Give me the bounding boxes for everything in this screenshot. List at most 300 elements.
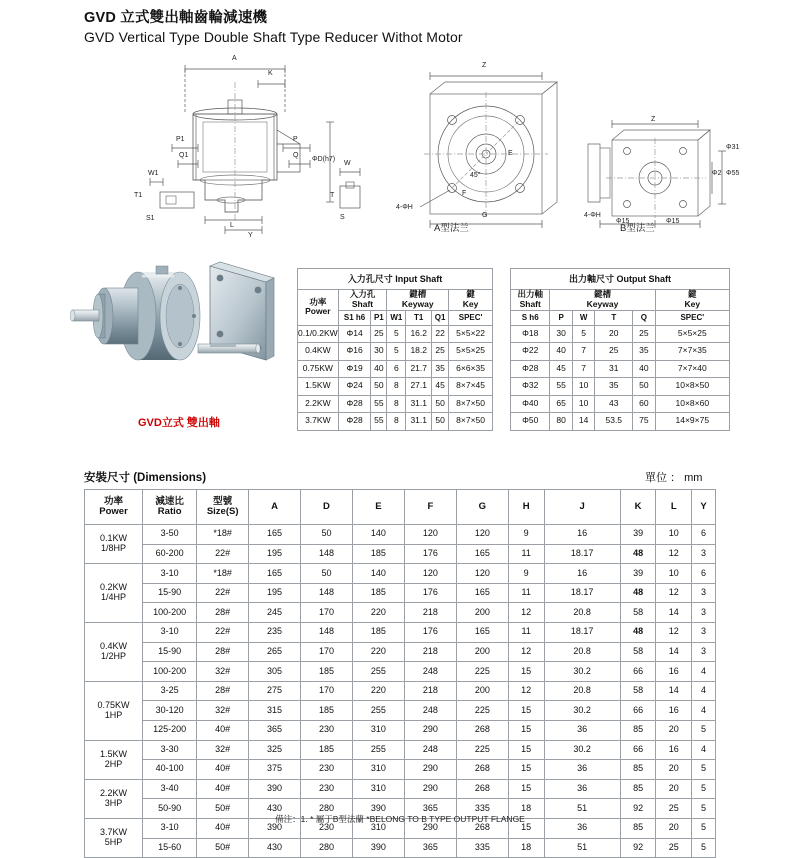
dim-row-size: 32# — [197, 740, 249, 760]
dim-row-ratio: 3-10 — [143, 564, 197, 584]
dim-col-power-cn: 功率 — [104, 495, 124, 507]
dim-row-cell: 290 — [404, 779, 456, 799]
dim-label-A: A — [232, 55, 237, 62]
input-key-cn: 鍵 — [466, 289, 475, 299]
dim-row-size: 40# — [197, 779, 249, 799]
table-row — [85, 701, 716, 721]
output-col-w: W — [572, 310, 595, 325]
dim-power-en: 5HP — [104, 837, 123, 847]
dim-row-cell: 14 — [656, 642, 692, 662]
dim-row-cell: 165 — [249, 525, 301, 545]
flange-a-caption: A型法兰 — [434, 223, 469, 234]
dim-row-cell: 15 — [508, 760, 544, 780]
dim-row-power — [85, 740, 143, 779]
dim-row-cell: 245 — [249, 603, 301, 623]
input-row-power: 3.7KW — [298, 413, 339, 431]
dim-row-cell: 200 — [456, 681, 508, 701]
dim-row-cell: 16 — [656, 740, 692, 760]
dim-row-cell: 176 — [404, 583, 456, 603]
dim-row-ratio: 3-25 — [143, 681, 197, 701]
dim-col-k: K — [620, 490, 656, 525]
dim-row-cell: 15 — [508, 701, 544, 721]
dim-row-cell: 120 — [456, 564, 508, 584]
table-row — [85, 662, 716, 682]
output-shaft-rows — [511, 325, 730, 430]
output-row-cell: 5 — [572, 325, 595, 343]
dim-row-power — [85, 622, 143, 681]
dim-row-cell: 36 — [544, 779, 620, 799]
output-shaft-en: Shaft — [519, 298, 541, 309]
dim-row-cell: 20 — [656, 720, 692, 740]
dim-row-cell: 165 — [249, 564, 301, 584]
dim-col-e: E — [352, 490, 404, 525]
dim-row-cell: 195 — [249, 583, 301, 603]
output-row-cell: 30 — [550, 325, 573, 343]
dim-row-cell: 255 — [352, 740, 404, 760]
dim-row-cell: 15 — [508, 662, 544, 682]
input-col-p1: P1 — [371, 310, 387, 325]
dim-row-ratio: 3-10 — [143, 622, 197, 642]
input-row-cell: 50 — [432, 395, 449, 413]
output-row-cell: 40 — [550, 343, 573, 361]
input-col-spec: SPEC' — [449, 310, 493, 325]
input-row-power: 0.75KW — [298, 360, 339, 378]
dim-row-cell: 275 — [249, 681, 301, 701]
table-row — [85, 583, 716, 603]
dim-label-T: T — [330, 192, 335, 199]
dim-row-cell: 11 — [508, 622, 544, 642]
dim-row-cell: 218 — [404, 681, 456, 701]
dim-row-cell: 5 — [692, 779, 716, 799]
dim-row-cell: 66 — [620, 701, 656, 721]
table-row — [511, 378, 730, 396]
table-row — [298, 325, 493, 343]
input-row-cell: 27.1 — [406, 378, 432, 396]
dim-row-ratio: 50-90 — [143, 799, 197, 819]
output-row-cell: 7 — [572, 360, 595, 378]
dim-label-4phiH-a: 4-ΦH — [396, 204, 413, 211]
dim-row-cell: 430 — [249, 799, 301, 819]
dim-row-cell: 3 — [692, 583, 716, 603]
dim-row-cell: 365 — [249, 720, 301, 740]
output-row-shaft: Φ40 — [511, 395, 550, 413]
dim-label-4phiH-b: 4-ΦH — [584, 212, 601, 219]
dim-row-cell: 4 — [692, 681, 716, 701]
dim-row-cell: 315 — [249, 701, 301, 721]
dimensions-body — [85, 525, 716, 858]
dim-row-cell: 15 — [508, 720, 544, 740]
dim-row-cell: 4 — [692, 740, 716, 760]
input-row-cell: 50 — [371, 378, 387, 396]
dim-row-cell: 3 — [692, 603, 716, 623]
dim-label-Q: Q — [293, 152, 299, 159]
dim-power-cn: 0.2KW — [100, 582, 128, 593]
dim-row-cell: 218 — [404, 603, 456, 623]
dim-row-cell: 335 — [456, 799, 508, 819]
dim-col-d: D — [301, 490, 353, 525]
dim-row-size: 32# — [197, 662, 249, 682]
dim-row-cell: 325 — [249, 740, 301, 760]
dim-row-cell: 85 — [620, 779, 656, 799]
dim-row-cell: 20.8 — [544, 603, 620, 623]
output-row-shaft: Φ32 — [511, 378, 550, 396]
dim-row-size: 50# — [197, 838, 249, 858]
output-row-cell: 10×8×50 — [655, 378, 729, 396]
dim-row-cell: 185 — [301, 740, 353, 760]
dim-row-cell: 12 — [508, 642, 544, 662]
input-col-q1: Q1 — [432, 310, 449, 325]
dim-power-en: 1/4HP — [101, 592, 127, 603]
output-key-cn: 鍵 — [688, 289, 697, 299]
input-row-cell: Φ19 — [338, 360, 371, 378]
dim-power-en: 1HP — [104, 709, 123, 720]
dim-row-cell: 12 — [508, 603, 544, 623]
input-power-cn: 功率 — [309, 296, 327, 307]
dim-row-cell: 170 — [301, 681, 353, 701]
output-row-shaft: Φ22 — [511, 343, 550, 361]
dim-row-cell: 58 — [620, 603, 656, 623]
dim-row-cell: 230 — [301, 720, 353, 740]
page-title-cn: GVD 立式雙出軸齒輪減速機 — [84, 10, 268, 26]
output-row-cell: 14×9×75 — [655, 413, 729, 431]
output-row-cell: 7 — [572, 343, 595, 361]
dim-label-phi31-b: Φ31 — [726, 144, 740, 151]
dim-label-L: L — [230, 222, 234, 229]
table-row — [85, 603, 716, 623]
dim-row-cell: 92 — [620, 838, 656, 858]
dim-label-F-a: F — [462, 190, 467, 197]
dim-row-cell: 375 — [249, 760, 301, 780]
dim-row-cell: 430 — [249, 838, 301, 858]
output-row-cell: 80 — [550, 413, 573, 431]
dim-row-cell: 200 — [456, 642, 508, 662]
dim-row-cell: 20 — [656, 779, 692, 799]
input-row-cell: 6 — [387, 360, 406, 378]
dim-row-cell: 58 — [620, 681, 656, 701]
dim-row-cell: 18.17 — [544, 583, 620, 603]
dimensions-title: 安裝尺寸 (Dimensions) — [84, 472, 207, 484]
input-row-cell: 16.2 — [406, 325, 432, 343]
dim-power-cn: 2.2KW — [100, 787, 128, 798]
output-shaft-table — [510, 268, 730, 431]
dim-row-cell: 268 — [456, 779, 508, 799]
table-row — [85, 564, 716, 584]
dim-row-cell: 120 — [456, 525, 508, 545]
table-row — [298, 378, 493, 396]
dim-row-cell: 25 — [656, 799, 692, 819]
output-row-cell: 53.5 — [595, 413, 633, 431]
dim-row-cell: 16 — [544, 564, 620, 584]
dim-row-cell: 5 — [692, 720, 716, 740]
input-row-power: 2.2KW — [298, 395, 339, 413]
dim-label-S1: S1 — [146, 215, 155, 222]
dim-col-y: Y — [692, 490, 716, 525]
dim-label-K: K — [268, 70, 273, 77]
dim-label-45deg: 45° — [470, 172, 481, 179]
input-row-cell: Φ14 — [338, 325, 371, 343]
dim-col-power-en: Power — [99, 506, 128, 517]
dim-row-cell: 230 — [301, 818, 353, 838]
dim-row-size: *18# — [197, 564, 249, 584]
dim-label-G-a: G — [482, 212, 488, 219]
dim-row-cell: 66 — [620, 662, 656, 682]
dim-power-cn: 0.1KW — [100, 533, 128, 544]
dim-label-T1: T1 — [134, 192, 143, 199]
dim-row-cell: 365 — [404, 838, 456, 858]
input-row-cell: 25 — [371, 325, 387, 343]
dim-row-size: 50# — [197, 799, 249, 819]
dim-row-cell: 390 — [249, 779, 301, 799]
input-row-cell: 50 — [432, 413, 449, 431]
output-row-cell: 43 — [595, 395, 633, 413]
dim-row-size: 28# — [197, 642, 249, 662]
dim-row-ratio: 3-10 — [143, 818, 197, 838]
dim-row-cell: 15 — [508, 740, 544, 760]
input-row-power: 0.4KW — [298, 343, 339, 361]
dim-row-ratio: 60-200 — [143, 544, 197, 564]
dim-row-ratio: 125-200 — [143, 720, 197, 740]
dim-label-E-a: E — [508, 150, 513, 157]
input-row-cell: Φ16 — [338, 343, 371, 361]
input-keyway-cn: 鍵槽 — [409, 289, 427, 299]
dim-row-cell: 51 — [544, 799, 620, 819]
dim-row-cell: 85 — [620, 720, 656, 740]
input-row-cell: 25 — [432, 343, 449, 361]
dim-row-power — [85, 564, 143, 623]
dim-row-cell: 230 — [301, 760, 353, 780]
input-row-cell: Φ28 — [338, 413, 371, 431]
output-col-spec: SPEC' — [655, 310, 729, 325]
dim-col-a: A — [249, 490, 301, 525]
output-row-shaft: Φ18 — [511, 325, 550, 343]
dim-label-P: P — [293, 136, 298, 143]
dim-row-size: 28# — [197, 681, 249, 701]
output-keyway-en: Keyway — [586, 298, 619, 309]
output-key-en: Key — [684, 298, 701, 309]
dim-row-cell: 195 — [249, 544, 301, 564]
dim-col-f: F — [404, 490, 456, 525]
dim-row-cell: 11 — [508, 544, 544, 564]
dim-row-ratio: 30-120 — [143, 701, 197, 721]
dim-row-cell: 170 — [301, 642, 353, 662]
dim-row-cell: 185 — [301, 701, 353, 721]
dim-row-ratio: 100-200 — [143, 662, 197, 682]
dim-row-cell: 4 — [692, 662, 716, 682]
dim-row-cell: 20.8 — [544, 642, 620, 662]
dim-col-ratio-cn: 減速比 — [155, 495, 184, 507]
dim-row-cell: 12 — [656, 622, 692, 642]
dim-row-cell: 220 — [352, 642, 404, 662]
product-photo — [70, 244, 280, 434]
dim-row-ratio: 3-50 — [143, 525, 197, 545]
input-row-cell: 8 — [387, 378, 406, 396]
table-row — [85, 779, 716, 799]
dim-row-size: 28# — [197, 603, 249, 623]
dim-row-cell: 185 — [301, 662, 353, 682]
table-row — [85, 681, 716, 701]
input-row-cell: Φ24 — [338, 378, 371, 396]
output-col-q: Q — [633, 310, 656, 325]
input-row-cell: 31.1 — [406, 395, 432, 413]
input-row-cell: 8 — [387, 413, 406, 431]
table-row — [298, 360, 493, 378]
input-keyway-en: Keyway — [401, 298, 434, 309]
output-row-cell: 7×7×35 — [655, 343, 729, 361]
dim-row-cell: 218 — [404, 642, 456, 662]
dim-label-Z-a: Z — [482, 62, 487, 69]
output-keyway-cn: 鍵槽 — [594, 289, 612, 299]
dim-power-cn: 0.4KW — [100, 640, 128, 651]
dim-row-cell: 14 — [656, 681, 692, 701]
dim-row-cell: 18.17 — [544, 544, 620, 564]
dim-row-cell: 390 — [249, 818, 301, 838]
dim-label-phi15a-b: Φ15 — [616, 218, 630, 225]
table-row — [85, 525, 716, 545]
output-row-cell: 75 — [633, 413, 656, 431]
dim-label-S: S — [340, 214, 345, 221]
dim-row-cell: 176 — [404, 544, 456, 564]
dim-row-cell: 165 — [456, 583, 508, 603]
dim-row-cell: 185 — [352, 544, 404, 564]
dim-row-cell: 6 — [692, 564, 716, 584]
dim-row-cell: 11 — [508, 583, 544, 603]
table-row — [85, 760, 716, 780]
dim-row-cell: 255 — [352, 662, 404, 682]
dim-row-cell: 50 — [301, 564, 353, 584]
dim-row-cell: 20 — [656, 818, 692, 838]
dim-row-cell: 85 — [620, 818, 656, 838]
dim-row-cell: 365 — [404, 799, 456, 819]
input-col-s1: S1 h6 — [338, 310, 371, 325]
dim-power-en: 1/2HP — [101, 650, 127, 661]
dim-row-cell: 85 — [620, 760, 656, 780]
dim-row-cell: 18.17 — [544, 622, 620, 642]
dim-row-cell: 200 — [456, 603, 508, 623]
dim-row-cell: 185 — [352, 583, 404, 603]
output-shaft-title: 出力軸尺寸 Output Shaft — [511, 269, 730, 290]
dim-power-cn: 3.7KW — [100, 827, 128, 838]
table-row — [85, 740, 716, 760]
dim-row-cell: 176 — [404, 622, 456, 642]
dim-power-cn: 0.75KW — [97, 699, 130, 710]
dim-col-ratio-en: Ratio — [157, 506, 182, 517]
output-col-s: S h6 — [511, 310, 550, 325]
dim-row-size: 22# — [197, 622, 249, 642]
product-photo-caption: GVD立式 雙出軸 — [138, 417, 220, 429]
output-row-cell: 55 — [550, 378, 573, 396]
dim-row-cell: 305 — [249, 662, 301, 682]
dim-row-cell: 12 — [656, 583, 692, 603]
table-row — [511, 343, 730, 361]
output-row-cell: 20 — [595, 325, 633, 343]
dim-row-cell: 66 — [620, 740, 656, 760]
output-row-cell: 25 — [595, 343, 633, 361]
dim-col-l: L — [656, 490, 692, 525]
dim-label-PhiD: ΦD(h7) — [312, 156, 336, 163]
dim-row-cell: 120 — [404, 525, 456, 545]
output-row-cell: 7×7×40 — [655, 360, 729, 378]
output-row-cell: 10 — [572, 395, 595, 413]
dim-row-ratio: 15-60 — [143, 838, 197, 858]
table-row — [298, 343, 493, 361]
output-row-cell: 25 — [633, 325, 656, 343]
output-row-shaft: Φ28 — [511, 360, 550, 378]
dim-row-cell: 290 — [404, 818, 456, 838]
dim-row-cell: 148 — [301, 622, 353, 642]
dim-label-Z-b: Z — [651, 116, 656, 123]
input-power-en: Power — [305, 306, 331, 317]
dim-row-cell: 248 — [404, 701, 456, 721]
dim-row-cell: 280 — [301, 838, 353, 858]
dim-row-cell: 310 — [352, 779, 404, 799]
dim-row-cell: 9 — [508, 564, 544, 584]
input-shaft-table — [297, 268, 493, 431]
input-row-cell: 8×7×50 — [449, 413, 493, 431]
dim-row-cell: 335 — [456, 838, 508, 858]
output-row-cell: 40 — [633, 360, 656, 378]
table-row — [85, 544, 716, 564]
output-row-cell: 31 — [595, 360, 633, 378]
input-row-cell: 6×6×35 — [449, 360, 493, 378]
input-shaft-rows — [298, 325, 493, 430]
dim-row-size: 40# — [197, 760, 249, 780]
dim-row-cell: 3 — [692, 622, 716, 642]
dim-row-cell: 220 — [352, 681, 404, 701]
dim-row-cell: 280 — [301, 799, 353, 819]
output-col-t: T — [595, 310, 633, 325]
dim-row-cell: 9 — [508, 525, 544, 545]
input-key-en: Key — [462, 298, 479, 309]
dim-row-cell: 16 — [544, 525, 620, 545]
dim-row-cell: 290 — [404, 720, 456, 740]
dim-row-cell: 3 — [692, 544, 716, 564]
dim-label-phi15b-b: Φ15 — [666, 218, 680, 225]
table-row — [85, 642, 716, 662]
dim-row-cell: 268 — [456, 760, 508, 780]
output-row-shaft: Φ50 — [511, 413, 550, 431]
dim-col-size-cn: 型號 — [213, 495, 233, 507]
input-row-cell: 8×7×45 — [449, 378, 493, 396]
table-row — [511, 360, 730, 378]
dim-label-Y: Y — [248, 232, 253, 239]
dim-power-en: 3HP — [104, 797, 123, 808]
dim-row-cell: 248 — [404, 662, 456, 682]
dim-row-ratio: 100-200 — [143, 603, 197, 623]
dim-row-cell: 36 — [544, 720, 620, 740]
table-row — [298, 395, 493, 413]
dim-row-cell: 255 — [352, 701, 404, 721]
dim-row-cell: 92 — [620, 799, 656, 819]
dim-row-cell: 20 — [656, 760, 692, 780]
input-row-cell: 5×5×25 — [449, 343, 493, 361]
dim-row-cell: 170 — [301, 603, 353, 623]
input-row-cell: 22 — [432, 325, 449, 343]
dim-row-cell: 15 — [508, 818, 544, 838]
dim-row-cell: 36 — [544, 760, 620, 780]
dim-row-cell: 18 — [508, 799, 544, 819]
input-row-cell: 31.1 — [406, 413, 432, 431]
dim-row-cell: 36 — [544, 818, 620, 838]
page-title-en: GVD Vertical Type Double Shaft Type Reducer Withot Motor — [84, 29, 463, 45]
footer-note: 備注：1. * 屬于B型法蘭 *BELONG TO B TYPE OUTPUT FLANGE — [275, 814, 525, 824]
dim-row-cell: 51 — [544, 838, 620, 858]
dim-row-size: 22# — [197, 544, 249, 564]
input-row-cell: 30 — [371, 343, 387, 361]
dim-row-size: 40# — [197, 720, 249, 740]
output-row-cell: 14 — [572, 413, 595, 431]
output-col-p: P — [550, 310, 573, 325]
dim-row-cell: 248 — [404, 740, 456, 760]
